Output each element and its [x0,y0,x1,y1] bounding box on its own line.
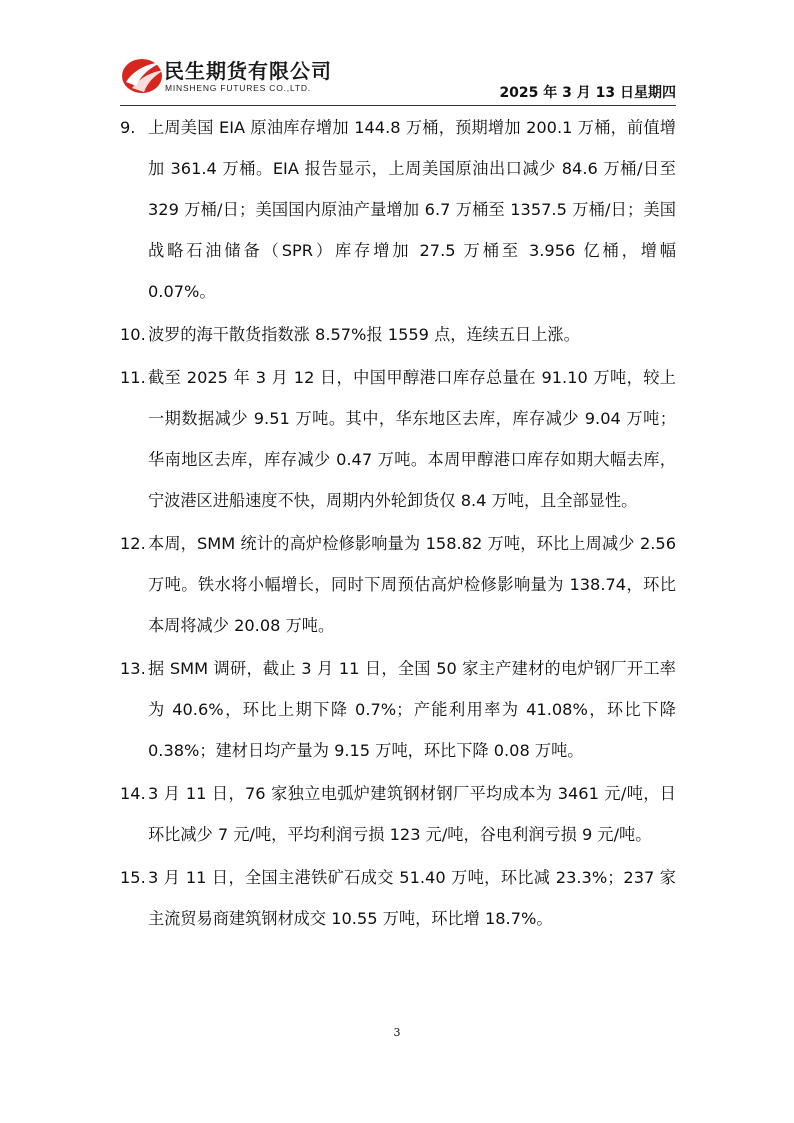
news-list [120,107,676,941]
page-header [120,50,676,106]
list-item [120,523,676,646]
item-text: 3 月 11 日，全国主港铁矿石成交 51.40 万吨，环比减 23.3%；237 家主流贸易商建筑钢材成交 10.55 万吨，环比增 18.7%。 [148,868,676,928]
list-item [120,648,676,771]
page-number: 3 [393,1026,401,1039]
company-name-en: MINSHENG FUTURES CO.,LTD. [165,83,311,93]
item-number: 15. [120,868,146,887]
item-text: 截至 2025 年 3 月 12 日，中国甲醇港口库存总量在 91.10 万吨，较上一期数据减少 9.51 万吨。其中，华东地区去库，库存减少 9.04 万吨；华南地区去库，库存减少 0.47 万吨。本周甲醇港口库存如期大幅去库，宁波港区进船速度不快，周期内外轮卸货仅 8.4 万吨，且全部显性。 [148,368,676,510]
item-number: 10. [120,325,146,344]
item-number: 9. [120,118,136,137]
report-date: 2025 年 3 月 13 日星期四 [499,85,676,101]
list-item [120,773,676,855]
header-divider [120,105,676,106]
list-item [120,857,676,939]
company-logo [120,50,380,102]
item-text: 3 月 11 日，76 家独立电弧炉建筑钢材钢厂平均成本为 3461 元/吨，日环比减少 7 元/吨，平均利润亏损 123 元/吨，谷电利润亏损 9 元/吨。 [148,784,676,844]
item-text: 本周，SMM 统计的高炉检修影响量为 158.82 万吨，环比上周减少 2.56 万吨。铁水将小幅增长，同时下周预估高炉检修影响量为 138.74，环比本周将减少 20.08 万吨。 [148,534,676,635]
item-number: 14. [120,784,146,803]
list-item [120,314,676,355]
item-text: 波罗的海干散货指数涨 8.57%报 1559 点，连续五日上涨。 [148,325,580,344]
item-text: 上周美国 EIA 原油库存增加 144.8 万桶，预期增加 200.1 万桶，前值增加 361.4 万桶。EIA 报告显示，上周美国原油出口减少 84.6 万桶/日至 329 万桶/日；美国国内原油产量增加 6.7 万桶至 1357.5 万桶/日；美国战略石油储备（SPR）库存增加 27.5 万桶至 3.956 亿桶，增幅 0.07%。 [148,118,676,301]
company-name-cn: 民生期货有限公司 [164,59,332,83]
list-item [120,107,676,312]
item-number: 13. [120,659,146,678]
item-number: 11. [120,368,146,387]
item-number: 12. [120,534,146,553]
minsheng-logo-icon [120,52,166,96]
item-text: 据 SMM 调研，截止 3 月 11 日，全国 50 家主产建材的电炉钢厂开工率为 40.6%，环比上期下降 0.7%；产能利用率为 41.08%，环比下降 0.38%；建材日均产量为 9.15 万吨，环比下降 0.08 万吨。 [148,659,676,760]
list-item [120,357,676,521]
